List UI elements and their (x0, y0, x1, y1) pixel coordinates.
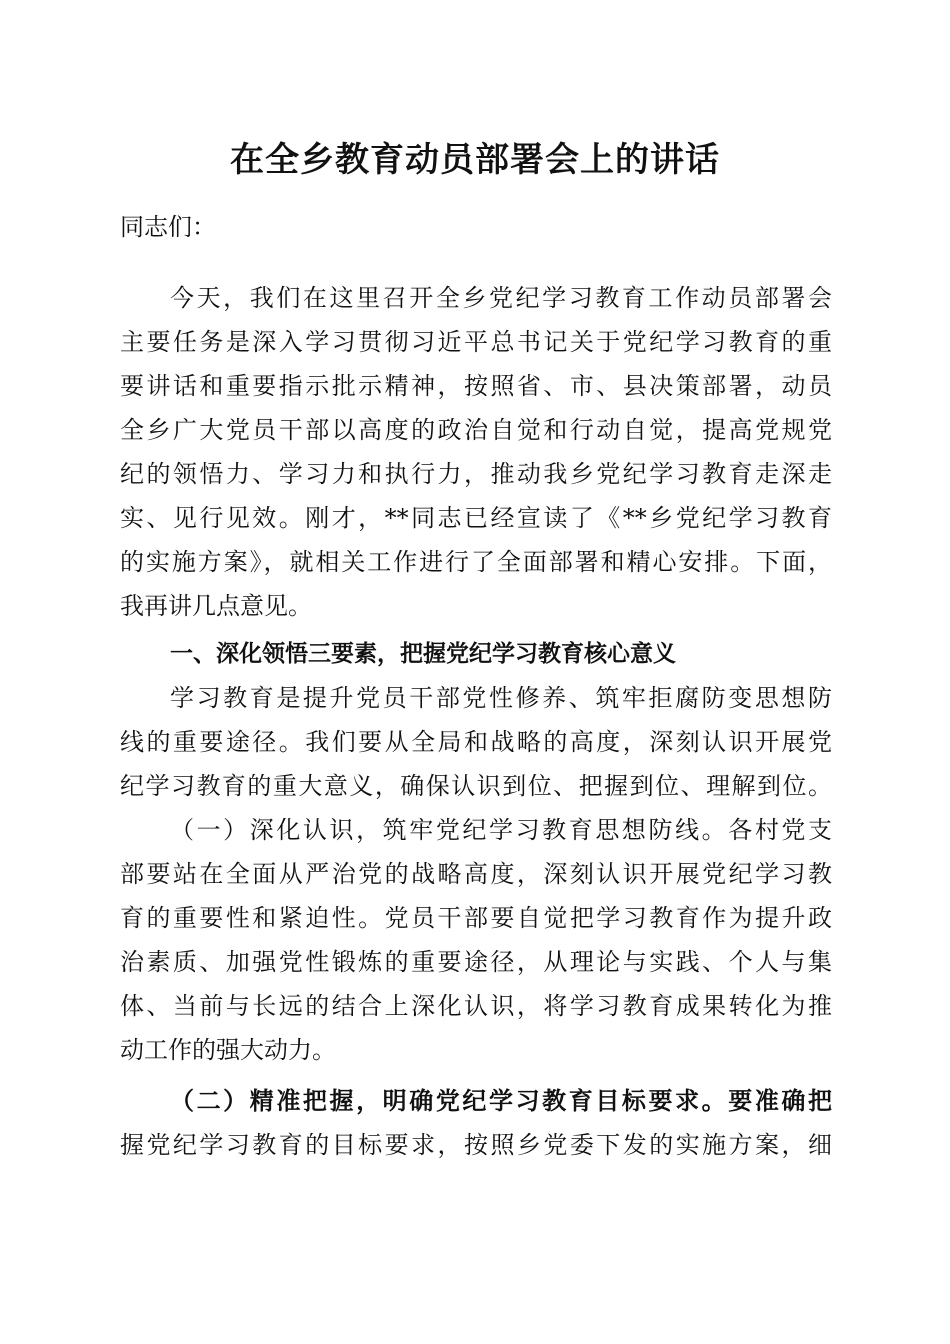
paragraph-line: 主要任务是深入学习贯彻习近平总书记关于党纪学习教育的重 (120, 328, 832, 356)
paragraph-line: 部要站在全面从严治党的战略高度，深刻认识开展党纪学习教 (120, 860, 832, 888)
paragraph-line: 纪的领悟力、学习力和执行力，推动我乡党纪学习教育走深走 (120, 460, 832, 488)
paragraph-line: 全乡广大党员干部以高度的政治自觉和行动自觉，提高党规党 (120, 416, 832, 444)
paragraph-line: 线的重要途径。我们要从全局和战略的高度，深刻认识开展党 (120, 728, 832, 756)
subsection-lead-line: （一）深化认识，筑牢党纪学习教育思想防线。各村党支 (170, 816, 832, 844)
paragraph-line: 学习教育是提升党员干部党性修养、筑牢拒腐防变思想防 (170, 684, 832, 712)
paragraph-line: 今天，我们在这里召开全乡党纪学习教育工作动员部署会 (170, 284, 832, 312)
subsection-lead-line: （二）精准把握，明确党纪学习教育目标要求。要准确把 (170, 1086, 832, 1115)
salutation: 同志们： (120, 213, 216, 241)
paragraph-line: 的实施方案》，就相关工作进行了全面部署和精心安排。下面， (120, 548, 832, 576)
paragraph-line: 我再讲几点意见。 (120, 592, 312, 620)
paragraph-line: 握党纪学习教育的目标要求，按照乡党委下发的实施方案，细 (120, 1131, 832, 1159)
paragraph-line: 实、见行见效。刚才，**同志已经宣读了《**乡党纪学习教育 (120, 504, 832, 532)
page-title: 在全乡教育动员部署会上的讲话 (230, 140, 720, 180)
paragraph-line: 纪学习教育的重大意义，确保认识到位、把握到位、理解到位。 (120, 772, 832, 800)
paragraph-line: 育的重要性和紧迫性。党员干部要自觉把学习教育作为提升政 (120, 904, 832, 932)
paragraph-line: 体、当前与长远的结合上深化认识，将学习教育成果转化为推 (120, 992, 832, 1020)
section-heading: 一、深化领悟三要素，把握党纪学习教育核心意义 (170, 641, 676, 667)
paragraph-line: 治素质、加强党性锻炼的重要途径，从理论与实践、个人与集 (120, 948, 832, 976)
paragraph-line: 要讲话和重要指示批示精神，按照省、市、县决策部署，动员 (120, 372, 832, 400)
paragraph-line: 动工作的强大动力。 (120, 1036, 336, 1064)
